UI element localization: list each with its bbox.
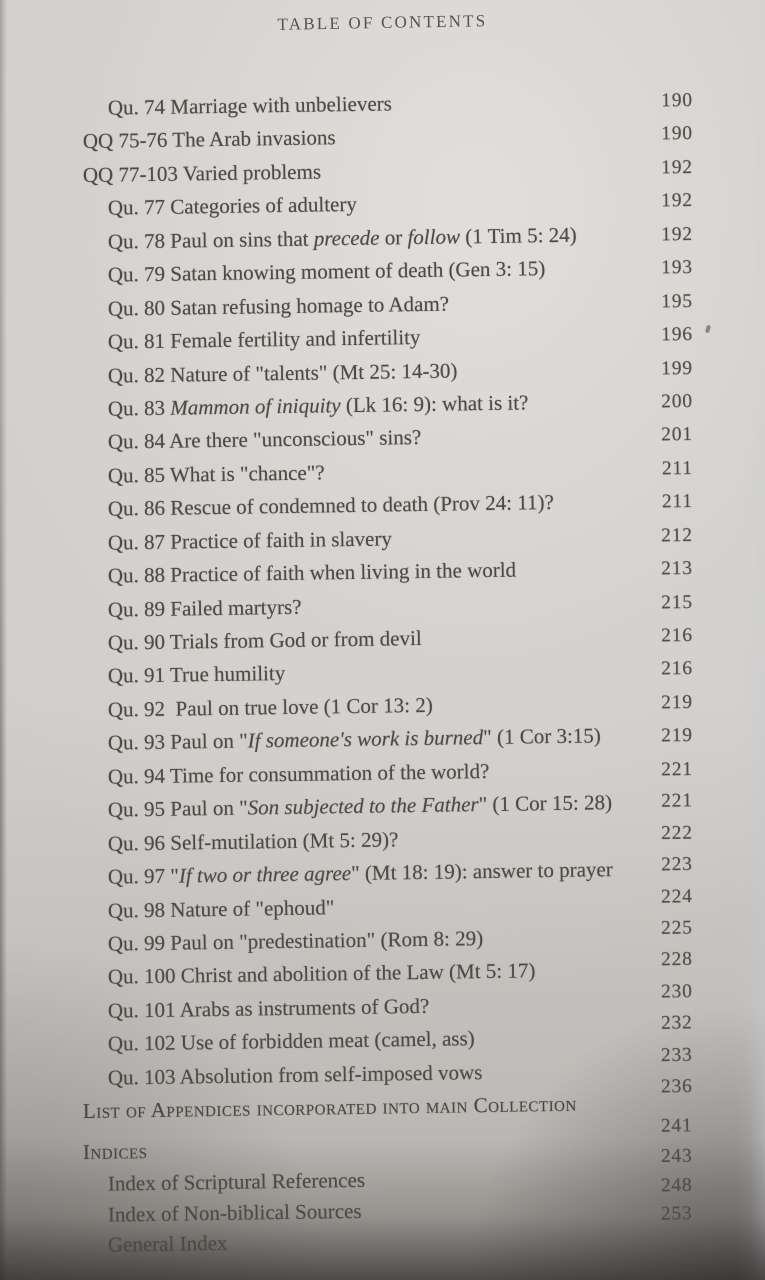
toc-entry-page: 228 — [660, 949, 693, 971]
toc-entry-title: Qu. 103 Absolution from self-imposed vows — [107, 1059, 483, 1090]
toc-entry-page: 243 — [660, 1145, 693, 1168]
toc-entry-page: 216 — [661, 658, 694, 680]
toc-entry-title: Qu. 86 Rescue of condemned to death (Prov 24: 11)? — [107, 490, 554, 521]
toc-entry-title: Qu. 97 "If two or three agree" (Mt 18: 19): answer to prayer — [107, 857, 613, 889]
toc-entry-page: 201 — [661, 424, 694, 446]
toc-entry-title: Index of Non-biblical Sources — [107, 1198, 362, 1227]
toc-entry-page: 192 — [661, 190, 694, 212]
toc-entry-page: 232 — [660, 1012, 693, 1035]
toc-entry-title: Qu. 87 Practice of faith in slavery — [107, 526, 393, 555]
toc-entry-title: QQ 77-103 Varied problems — [82, 159, 322, 187]
toc-entry-page: 200 — [661, 390, 694, 413]
toc-entry-page: 248 — [660, 1174, 693, 1196]
toc-entry-title: General Index — [107, 1230, 228, 1257]
toc-entry-page: 219 — [661, 691, 694, 714]
toc-entry-title: Qu. 80 Satan refusing homage to Adam? — [107, 291, 450, 321]
toc-entry-title: List of Appendices incorporated into main Collection — [82, 1091, 577, 1124]
toc-list — [82, 89, 694, 1261]
toc-entry-page: 236 — [660, 1076, 693, 1098]
toc-entry-page: 222 — [660, 822, 693, 844]
toc-entry-title: Qu. 79 Satan knowing moment of death (Gen 3: 15) — [107, 256, 546, 287]
toc-entry-title: Qu. 93 Paul on "If someone's work is burned" (1 Cor 3:15) — [107, 723, 601, 755]
toc-entry-title: Qu. 99 Paul on "predestination" (Rom 8: 29) — [107, 926, 484, 956]
toc-entry-page: 211 — [661, 457, 694, 480]
toc-entry-page: 199 — [661, 357, 694, 379]
toc-entry-page: 233 — [660, 1044, 693, 1066]
toc-entry-title: Qu. 81 Female fertility and infertility — [107, 325, 421, 354]
toc-entry-page: 195 — [661, 290, 694, 313]
toc-entry-page: 192 — [661, 156, 694, 179]
toc-entry-title: QQ 75-76 The Arab invasions — [82, 125, 336, 154]
toc-entry-title: Qu. 92 Paul on true love (1 Cor 13: 2) — [107, 692, 433, 722]
toc-entry-page: 192 — [661, 223, 694, 246]
toc-entry-page: 213 — [661, 558, 694, 580]
toc-entry-title: Qu. 94 Time for consummation of the world? — [107, 758, 490, 789]
toc-entry-page: 216 — [661, 624, 694, 647]
toc-entry-page: 190 — [661, 123, 694, 145]
toc-entry-title: Qu. 95 Paul on "Son subjected to the Father" (1 Cor 15: 28) — [107, 790, 613, 822]
toc-entry-page: 225 — [660, 917, 693, 939]
toc-entry-title: Qu. 96 Self-mutilation (Mt 5: 29)? — [107, 826, 399, 856]
toc-entry-title: Qu. 91 True humility — [107, 661, 286, 689]
toc-entry-page: 211 — [661, 491, 694, 513]
toc-entry-title: Qu. 98 Nature of "ephoud" — [107, 894, 335, 923]
toc-entry-page: 253 — [660, 1203, 693, 1225]
toc-entry-page: 193 — [661, 257, 694, 279]
toc-entry-title: Index of Scriptural References — [107, 1167, 366, 1196]
toc-entry-page: 224 — [660, 885, 693, 908]
toc-entry-page: 219 — [661, 725, 694, 747]
toc-entry-page: 212 — [661, 524, 694, 547]
page-title: TABLE OF CONTENTS — [277, 11, 488, 34]
toc-entry-title: Qu. 78 Paul on sins that precede or follow (1 Tim 5: 24) — [107, 222, 577, 254]
toc-entry-title: Qu. 90 Trials from God or from devil — [107, 625, 422, 655]
toc-entry-page: 215 — [661, 591, 694, 613]
toc-entry-title: Qu. 84 Are there "unconscious" sins? — [107, 425, 422, 455]
toc-entry-page: 221 — [661, 790, 693, 812]
toc-entry-title: Qu. 85 What is "chance"? — [107, 460, 325, 488]
toc-entry-title: Indices — [82, 1138, 148, 1164]
toc-entry-title: Qu. 101 Arabs as instruments of God? — [107, 993, 430, 1023]
toc-entry-title: Qu. 82 Nature of "talents" (Mt 25: 14-30) — [107, 357, 458, 388]
toc-entry-title: Qu. 102 Use of forbidden meat (camel, ass) — [107, 1026, 475, 1056]
toc-entry-page: 241 — [660, 1114, 693, 1137]
toc-entry-title: Qu. 74 Marriage with unbelievers — [107, 91, 393, 120]
toc-entry-page: 196 — [661, 324, 694, 346]
toc-entry-title: Qu. 88 Practice of faith when living in the world — [107, 557, 517, 588]
toc-entry-title: Qu. 83 Mammon of iniquity (Lk 16: 9): what is it? — [107, 390, 529, 421]
toc-entry-page: 190 — [661, 89, 694, 112]
toc-entry-page: 221 — [661, 758, 694, 781]
toc-entry-title: Qu. 77 Categories of adultery — [107, 192, 358, 220]
toc-entry-page: 230 — [660, 980, 693, 1003]
toc-entry-page: 223 — [660, 853, 693, 876]
toc-entry-title: Qu. 89 Failed martyrs? — [107, 594, 302, 622]
toc-entry-title: Qu. 100 Christ and abolition of the Law (Mt 5: 17) — [107, 958, 536, 990]
